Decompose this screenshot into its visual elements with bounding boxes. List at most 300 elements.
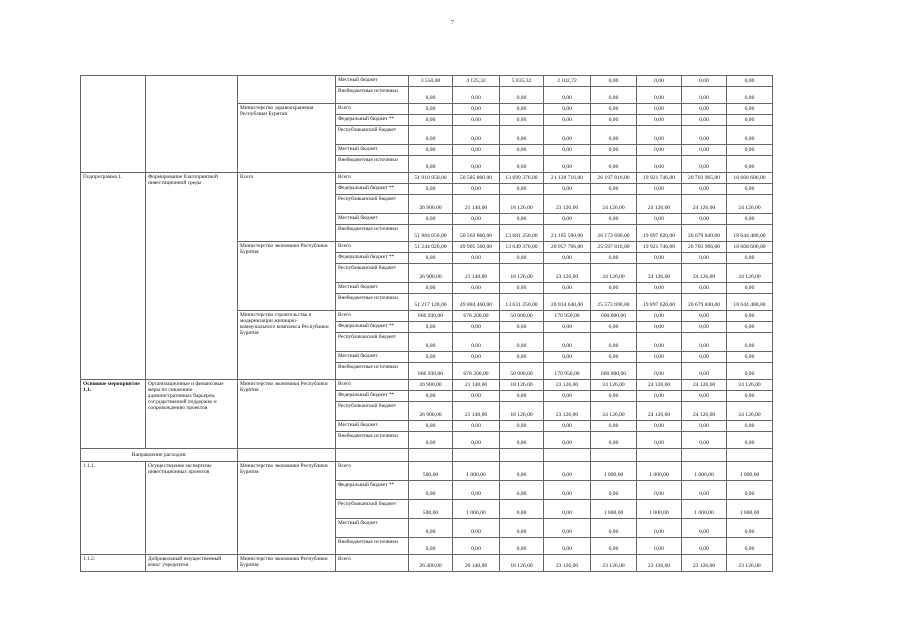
amount-cell: 0,00 [500,500,544,519]
amount-cell: 18 126,00 [500,264,544,283]
amount-cell: 0,00 [637,311,682,322]
amount-cell: 0,00 [682,283,727,294]
amount-cell: 0,00 [591,391,637,402]
amount-cell: 2 102,72 [544,76,591,87]
amount-cell: 0,00 [727,253,773,264]
amount-cell: 0,00 [591,126,637,145]
amount-cell: 0,00 [637,156,682,173]
amount-cell: 0,00 [727,352,773,363]
amount-cell: 0,00 [544,126,591,145]
amount-cell: 0,00 [453,283,500,294]
amount-cell: 26 900,00 [409,264,453,283]
amount-cell: 3 550,00 [409,76,453,87]
amount-cell: 0,00 [453,391,500,402]
main-event-name: Организационные и финансовые меры по снижению административных барьеров, государственной поддержке и сопровождению проектов [146,380,238,449]
amount-cell: 500,00 [409,500,453,519]
table-row [81,462,773,481]
amount-cell: 0,00 [591,333,637,352]
amount-cell: 0,00 [544,352,591,363]
amount-cell: 0,00 [453,253,500,264]
amount-cell: 50 000,00 [500,363,544,380]
amount-cell: 1 000,00 [591,500,637,519]
amount-cell: 0,00 [727,538,773,555]
amount-cell: 0,00 [682,126,727,145]
amount-cell: 20 703 966,00 [682,242,727,253]
amount-cell: 0,00 [682,519,727,538]
amount-cell: 0,00 [500,352,544,363]
amount-cell: 23 126,00 [682,555,727,572]
amount-cell: 0,00 [682,115,727,126]
amount-cell: 23 126,00 [544,264,591,283]
amount-cell: 0,00 [500,115,544,126]
amount-cell: 600 000,00 [591,363,637,380]
amount-cell: 666 930,00 [409,311,453,322]
table-row [81,380,773,391]
amount-cell: 18 126,00 [500,380,544,391]
amount-cell: 0,00 [591,481,637,500]
amount-cell [453,449,500,462]
amount-cell: 0,00 [591,432,637,449]
funding-source: Местный бюджет [336,352,409,363]
amount-cell: 0,00 [682,145,727,156]
amount-cell: 50 562 860,00 [453,225,500,242]
amount-cell: 0,00 [727,156,773,173]
amount-cell: 0,00 [544,481,591,500]
amount-cell [544,449,591,462]
funding-source: Местный бюджет [336,283,409,294]
responsible-executor: Министерство экономики Республики Бурятия [238,380,336,449]
amount-cell: 0,00 [453,145,500,156]
amount-cell: 0,00 [727,76,773,87]
responsible-executor: Министерство экономики Республики Бурятия [238,555,336,572]
amount-cell [682,449,727,462]
funding-source: Местный бюджет [336,145,409,156]
amount-cell: 50 585 800,00 [453,173,500,184]
funding-source: Республиканский бюджет [336,402,409,421]
funding-source: Федеральный бюджет ** [336,115,409,126]
amount-cell: 0,00 [409,432,453,449]
amount-cell: 0,00 [544,421,591,432]
amount-cell: 13 631 250,00 [500,294,544,311]
item-code: 1.1.2. [81,555,146,572]
amount-cell: 0,00 [500,214,544,225]
amount-cell: 0,00 [682,76,727,87]
empty-cell [336,449,409,462]
amount-cell: 26 900,00 [409,380,453,391]
amount-cell: 0,00 [637,391,682,402]
amount-cell: 20 679 840,00 [682,294,727,311]
amount-cell: 26 900,00 [409,195,453,214]
amount-cell: 0,00 [544,432,591,449]
amount-cell: 21 105 590,00 [544,225,591,242]
amount-cell [500,449,544,462]
amount-cell: 26 400,00 [409,555,453,572]
amount-cell: 23 126,00 [544,402,591,421]
amount-cell: 1 000,00 [727,462,773,481]
amount-cell: 0,00 [682,352,727,363]
table-row [81,555,773,572]
funding-source: Федеральный бюджет ** [336,184,409,195]
amount-cell: 0,00 [727,311,773,322]
page-number: 7 [451,20,454,26]
funding-source: Всего [336,242,409,253]
amount-cell: 0,00 [682,432,727,449]
amount-cell: 18 668 606,00 [727,173,773,184]
amount-cell: 51 910 950,00 [409,173,453,184]
amount-cell: 0,00 [409,253,453,264]
amount-cell: 0,00 [453,538,500,555]
amount-cell: 0,00 [544,283,591,294]
amount-cell: 24 126,00 [682,264,727,283]
amount-cell: 0,00 [637,214,682,225]
amount-cell: 0,00 [591,322,637,333]
amount-cell: 50 000,00 [500,311,544,322]
amount-cell: 0,00 [682,104,727,115]
amount-cell: 0,00 [637,87,682,104]
funding-source: Всего [336,173,409,184]
amount-cell: 26 197 816,00 [591,173,637,184]
amount-cell: 0,00 [637,184,682,195]
amount-cell: 0,00 [637,363,682,380]
amount-cell: 0,00 [637,538,682,555]
amount-cell: 0,00 [409,145,453,156]
funding-source: Внебюджетные источники [336,156,409,173]
amount-cell: 24 126,00 [727,264,773,283]
amount-cell: 666 930,00 [409,363,453,380]
amount-cell: 0,00 [591,214,637,225]
subprogram-code: Подпрограмма 1. [81,173,146,380]
amount-cell: 18 126,00 [500,195,544,214]
amount-cell: 0,00 [500,156,544,173]
funding-source: Республиканский бюджет [336,126,409,145]
amount-cell: 20 703 965,00 [682,173,727,184]
amount-cell: 0,00 [500,145,544,156]
amount-cell: 0,00 [544,184,591,195]
amount-cell: 0,00 [500,126,544,145]
amount-cell: 0,00 [409,421,453,432]
responsible-executor: Министерство строительства и модернизации жилищно-коммунального комплекса Республики Бурятия [238,311,336,380]
responsible-executor: Всего [238,173,336,242]
amount-cell: 0,00 [591,104,637,115]
amount-cell: 0,00 [500,421,544,432]
amount-cell: 0,00 [682,156,727,173]
amount-cell: 0,00 [453,352,500,363]
amount-cell: 0,00 [591,519,637,538]
amount-cell: 678 200,00 [453,363,500,380]
amount-cell: 0,00 [727,87,773,104]
amount-cell: 0,00 [409,519,453,538]
funding-source: Всего [336,380,409,391]
funding-source: Внебюджетные источники [336,294,409,311]
amount-cell: 0,00 [409,126,453,145]
empty-cell [146,76,238,173]
amount-cell: 24 126,00 [727,195,773,214]
amount-cell: 0,00 [409,156,453,173]
amount-cell: 0,00 [544,462,591,481]
amount-cell: 0,00 [727,283,773,294]
amount-cell: 20 934 640,00 [544,294,591,311]
item-code: 1.1.1. [81,462,146,555]
amount-cell: 0,00 [637,115,682,126]
amount-cell: 0,00 [682,538,727,555]
amount-cell: 0,00 [682,253,727,264]
amount-cell: 25 597 816,00 [591,242,637,253]
amount-cell: 0,00 [591,352,637,363]
funding-source: Федеральный бюджет ** [336,481,409,500]
amount-cell: 0,00 [637,283,682,294]
amount-cell: 26 173 690,00 [591,225,637,242]
amount-cell: 4 125,32 [453,76,500,87]
amount-cell: 0,00 [544,145,591,156]
amount-cell: 24 126,00 [591,264,637,283]
amount-cell: 0,00 [453,432,500,449]
amount-cell: 23 126,00 [544,380,591,391]
amount-cell: 0,00 [544,519,591,538]
amount-cell: 0,00 [727,115,773,126]
amount-cell: 0,00 [500,519,544,538]
amount-cell: 0,00 [727,104,773,115]
funding-source: Всего [336,104,409,115]
amount-cell: 0,00 [544,391,591,402]
amount-cell: 0,00 [727,421,773,432]
funding-source: Внебюджетные источники [336,363,409,380]
amount-cell: 0,00 [591,76,637,87]
amount-cell: 20 679 840,00 [682,225,727,242]
amount-cell: 0,00 [591,87,637,104]
amount-cell: 0,00 [500,481,544,500]
funding-source: Федеральный бюджет ** [336,322,409,333]
amount-cell: 51 884 050,00 [409,225,453,242]
amount-cell: 1 000,00 [682,500,727,519]
amount-cell: 13 649 376,00 [500,242,544,253]
amount-cell: 0,00 [682,311,727,322]
amount-cell: 0,00 [500,333,544,352]
item-name: Добровольный имущественный взнос учредителя [146,555,238,572]
amount-cell: 0,00 [727,519,773,538]
amount-cell: 21 140,00 [453,195,500,214]
table-row [81,76,773,87]
amount-cell: 0,00 [544,115,591,126]
amount-cell: 0,00 [591,283,637,294]
amount-cell [409,449,453,462]
amount-cell: 0,00 [453,333,500,352]
amount-cell: 0,00 [591,156,637,173]
amount-cell: 24 126,00 [637,264,682,283]
amount-cell: 678 200,00 [453,311,500,322]
amount-cell: 21 128 716,00 [544,173,591,184]
funding-source: Республиканский бюджет [336,500,409,519]
amount-cell: 0,00 [500,104,544,115]
amount-cell: 0,00 [544,104,591,115]
amount-cell: 0,00 [637,432,682,449]
amount-cell: 24 126,00 [637,195,682,214]
table-row [81,173,773,184]
funding-source: Республиканский бюджет [336,333,409,352]
amount-cell: 0,00 [453,104,500,115]
amount-cell: 19 921 746,00 [637,242,682,253]
amount-cell: 0,00 [544,538,591,555]
amount-cell: 0,00 [637,481,682,500]
amount-cell: 0,00 [544,253,591,264]
amount-cell: 0,00 [682,421,727,432]
amount-cell: 0,00 [682,333,727,352]
amount-cell: 0,00 [591,253,637,264]
amount-cell: 0,00 [409,322,453,333]
amount-cell: 20 140,00 [453,555,500,572]
amount-cell: 51 244 020,00 [409,242,453,253]
amount-cell: 0,00 [682,322,727,333]
amount-cell: 0,00 [544,500,591,519]
amount-cell: 20 957 766,00 [544,242,591,253]
amount-cell: 0,00 [453,87,500,104]
section-heading: Направление расходов: [81,449,238,462]
amount-cell: 24 126,00 [637,380,682,391]
funding-source: Внебюджетные источники [336,87,409,104]
funding-source: Местный бюджет [336,519,409,538]
funding-source: Внебюджетные источники [336,538,409,555]
amount-cell: 0,00 [637,145,682,156]
amount-cell: 1 000,00 [727,500,773,519]
amount-cell: 0,00 [409,481,453,500]
amount-cell [637,449,682,462]
amount-cell: 1 000,00 [453,500,500,519]
amount-cell: 19 921 746,00 [637,173,682,184]
amount-cell: 0,00 [727,363,773,380]
amount-cell: 0,00 [409,104,453,115]
subprogram-name: Формирование благоприятной инвестиционной среды [146,173,238,380]
funding-source: Республиканский бюджет [336,264,409,283]
amount-cell: 0,00 [500,432,544,449]
amount-cell: 0,00 [453,115,500,126]
amount-cell: 0,00 [500,391,544,402]
amount-cell: 0,00 [409,333,453,352]
amount-cell: 0,00 [682,363,727,380]
table-row [81,449,773,462]
amount-cell: 0,00 [409,538,453,555]
amount-cell: 0,00 [409,87,453,104]
amount-cell: 500,00 [409,462,453,481]
amount-cell: 19 897 620,00 [637,225,682,242]
amount-cell: 49 884 460,00 [453,294,500,311]
amount-cell: 13 699 376,00 [500,173,544,184]
amount-cell: 21 140,00 [453,402,500,421]
amount-cell: 0,00 [500,253,544,264]
amount-cell: 24 126,00 [682,195,727,214]
amount-cell: 24 126,00 [682,380,727,391]
amount-cell: 21 140,00 [453,380,500,391]
amount-cell: 0,00 [682,214,727,225]
amount-cell: 0,00 [500,462,544,481]
amount-cell: 0,00 [637,421,682,432]
amount-cell: 0,00 [409,184,453,195]
amount-cell: 0,00 [409,214,453,225]
funding-source: Внебюджетные источники [336,225,409,242]
amount-cell: 18 644 480,00 [727,225,773,242]
amount-cell: 0,00 [500,322,544,333]
amount-cell: 0,00 [727,391,773,402]
amount-cell: 170 950,00 [544,363,591,380]
amount-cell: 0,00 [544,214,591,225]
amount-cell: 24 126,00 [591,380,637,391]
amount-cell: 0,00 [409,115,453,126]
amount-cell: 0,00 [544,333,591,352]
amount-cell: 0,00 [682,481,727,500]
amount-cell: 49 905 560,00 [453,242,500,253]
amount-cell: 0,00 [500,283,544,294]
amount-cell: 0,00 [453,184,500,195]
amount-cell: 0,00 [682,184,727,195]
amount-cell: 0,00 [637,352,682,363]
amount-cell: 0,00 [409,391,453,402]
budget-table [80,75,773,572]
amount-cell: 0,00 [682,391,727,402]
amount-cell: 0,00 [637,333,682,352]
amount-cell: 23 126,00 [544,555,591,572]
amount-cell: 0,00 [544,156,591,173]
empty-cell [238,76,336,104]
amount-cell: 24 126,00 [591,402,637,421]
amount-cell: 18 126,00 [500,555,544,572]
amount-cell: 0,00 [727,126,773,145]
amount-cell: 0,00 [637,76,682,87]
amount-cell: 0,00 [727,214,773,225]
amount-cell: 0,00 [591,421,637,432]
responsible-executor: Министерство экономики Республики Бурятия [238,242,336,311]
amount-cell: 0,00 [453,214,500,225]
amount-cell: 26 900,00 [409,402,453,421]
amount-cell: 0,00 [637,253,682,264]
amount-cell: 0,00 [682,87,727,104]
amount-cell: 18 668 606,00 [727,242,773,253]
amount-cell: 0,00 [727,184,773,195]
amount-cell: 0,00 [453,481,500,500]
amount-cell: 0,00 [727,432,773,449]
amount-cell: 0,00 [409,352,453,363]
amount-cell [591,449,637,462]
amount-cell: 23 126,00 [591,555,637,572]
amount-cell: 0,00 [500,538,544,555]
amount-cell: 0,00 [637,126,682,145]
amount-cell: 23 126,00 [544,195,591,214]
funding-source: Всего [336,462,409,481]
amount-cell: 0,00 [727,333,773,352]
responsible-executor: Министерство экономики Республики Бурятия [238,462,336,555]
funding-source: Федеральный бюджет ** [336,253,409,264]
amount-cell: 25 573 690,00 [591,294,637,311]
amount-cell: 0,00 [727,145,773,156]
amount-cell: 0,00 [500,184,544,195]
amount-cell: 0,00 [591,184,637,195]
amount-cell: 24 126,00 [591,195,637,214]
amount-cell: 24 126,00 [682,402,727,421]
funding-source: Местный бюджет [336,76,409,87]
amount-cell: 600 000,00 [591,311,637,322]
funding-source: Республиканский бюджет [336,195,409,214]
amount-cell: 0,00 [453,126,500,145]
amount-cell: 170 950,00 [544,311,591,322]
responsible-executor: Министерство здравоохранения Республики Бурятия [238,104,336,173]
amount-cell: 13 681 250,00 [500,225,544,242]
amount-cell: 0,00 [500,87,544,104]
amount-cell: 0,00 [637,104,682,115]
amount-cell: 23 126,00 [727,555,773,572]
amount-cell: 0,00 [453,421,500,432]
amount-cell: 0,00 [409,283,453,294]
amount-cell: 0,00 [544,322,591,333]
amount-cell: 24 126,00 [727,402,773,421]
amount-cell: 1 000,00 [682,462,727,481]
empty-cell [81,76,146,173]
